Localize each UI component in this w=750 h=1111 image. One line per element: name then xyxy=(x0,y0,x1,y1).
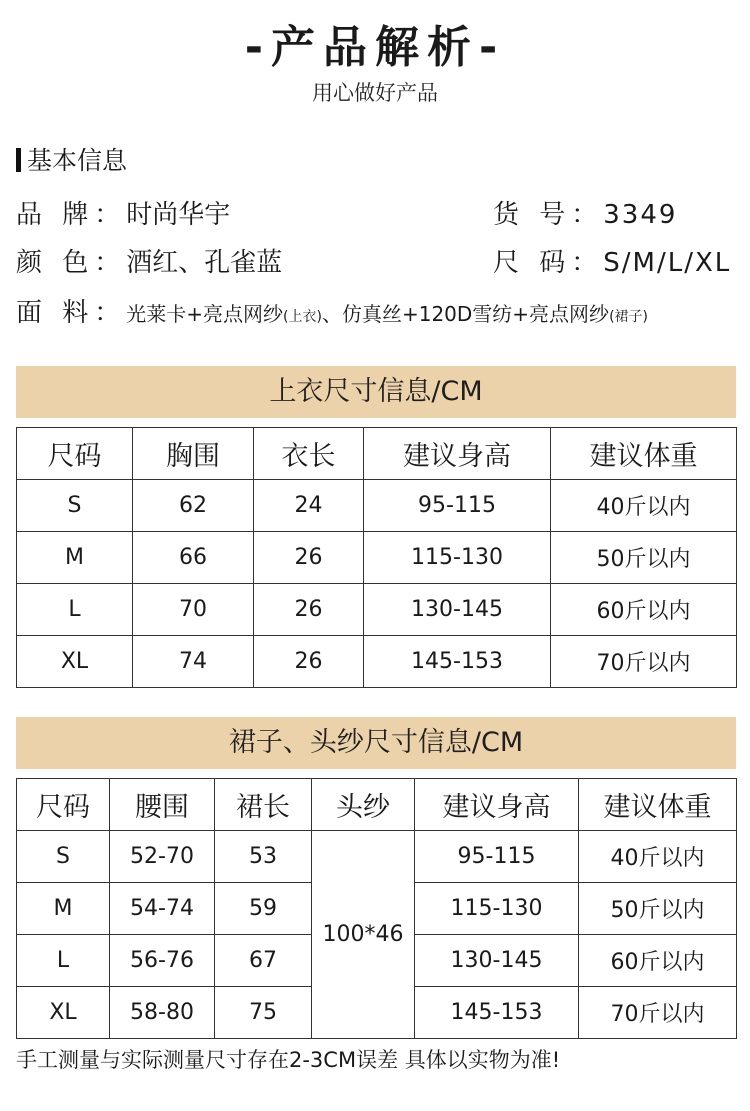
table-header-row xyxy=(17,428,737,480)
brand-value: 时尚华宇 xyxy=(126,200,231,230)
column-header: 腰围 xyxy=(110,779,215,831)
top-size-table xyxy=(16,427,737,688)
table-cell: 40斤以内 xyxy=(579,831,737,883)
page-subtitle: 用心做好产品 xyxy=(312,81,438,105)
table-cell: 115-130 xyxy=(364,532,551,584)
table-cell: 62 xyxy=(133,480,254,532)
info-row-color xyxy=(16,245,736,281)
table-cell: S xyxy=(17,480,133,532)
table-cell: 74 xyxy=(133,636,254,688)
table-row xyxy=(17,532,737,584)
skirt-size-table xyxy=(16,778,737,1039)
info-row-fabric xyxy=(16,295,736,335)
sku-value: 3349 xyxy=(603,200,678,230)
column-header: 建议身高 xyxy=(364,428,551,480)
table-cell: 54-74 xyxy=(110,883,215,935)
fabric-label: 面 料： xyxy=(16,298,127,328)
column-header: 尺码 xyxy=(17,428,133,480)
table-cell: M xyxy=(17,532,133,584)
table-cell: 59 xyxy=(215,883,312,935)
table-cell: 70 xyxy=(133,584,254,636)
fabric-note-skirt: (裙子) xyxy=(609,309,648,325)
column-header: 衣长 xyxy=(254,428,364,480)
table-cell: 26 xyxy=(254,636,364,688)
table-cell: 50斤以内 xyxy=(551,532,737,584)
table-header-row xyxy=(17,779,737,831)
basic-info-title: 基本信息 xyxy=(27,146,128,175)
table-cell: 70斤以内 xyxy=(579,987,737,1039)
sku-field xyxy=(493,197,677,233)
fabric-part-2: 、仿真丝+120D雪纺+亮点网纱 xyxy=(321,302,610,326)
table-cell: 52-70 xyxy=(110,831,215,883)
color-label: 颜 色： xyxy=(16,248,127,278)
brand-label: 品 牌： xyxy=(16,200,127,230)
column-header: 头纱 xyxy=(312,779,415,831)
table-row xyxy=(17,480,737,532)
table-cell: 58-80 xyxy=(110,987,215,1039)
table-cell: 66 xyxy=(133,532,254,584)
fabric-part-1: 光莱卡+亮点网纱 xyxy=(126,302,284,326)
table-cell: 50斤以内 xyxy=(579,883,737,935)
table-cell: L xyxy=(17,584,133,636)
size-field xyxy=(493,245,731,281)
skirt-size-banner: 裙子、头纱尺寸信息/CM xyxy=(16,717,736,769)
table-cell: 26 xyxy=(254,532,364,584)
heading-bar-marker xyxy=(16,148,21,172)
table-cell: XL xyxy=(17,636,133,688)
table-cell: 115-130 xyxy=(415,883,579,935)
table-cell: XL xyxy=(17,987,110,1039)
table-cell: 70斤以内 xyxy=(551,636,737,688)
basic-info-heading xyxy=(16,145,127,177)
table-row xyxy=(17,584,737,636)
column-header: 裙长 xyxy=(215,779,312,831)
table-cell: 95-115 xyxy=(415,831,579,883)
table-cell: 60斤以内 xyxy=(579,935,737,987)
table-cell: L xyxy=(17,935,110,987)
table-cell: 95-115 xyxy=(364,480,551,532)
table-cell: 75 xyxy=(215,987,312,1039)
sku-label: 货 号： xyxy=(493,200,604,230)
table-row xyxy=(17,831,737,883)
info-row-brand xyxy=(16,197,736,233)
table-cell: 56-76 xyxy=(110,935,215,987)
table-cell: 145-153 xyxy=(415,987,579,1039)
table-cell: 67 xyxy=(215,935,312,987)
table-cell: 130-145 xyxy=(415,935,579,987)
fabric-value xyxy=(126,302,648,326)
table-cell: 24 xyxy=(254,480,364,532)
table-cell: 40斤以内 xyxy=(551,480,737,532)
table-cell: 60斤以内 xyxy=(551,584,737,636)
measurement-disclaimer: 手工测量与实际测量尺寸存在2-3CM误差 具体以实物为准! xyxy=(16,1048,561,1072)
table-cell: 145-153 xyxy=(364,636,551,688)
column-header: 建议体重 xyxy=(579,779,737,831)
fabric-note-top: (上衣) xyxy=(283,309,322,325)
color-value: 酒红、孔雀蓝 xyxy=(126,248,283,278)
size-value: S/M/L/XL xyxy=(603,248,732,278)
veil-size-cell: 100*46 xyxy=(312,831,415,1039)
column-header: 建议身高 xyxy=(415,779,579,831)
table-cell: S xyxy=(17,831,110,883)
column-header: 胸围 xyxy=(133,428,254,480)
table-cell: M xyxy=(17,883,110,935)
table-cell: 53 xyxy=(215,831,312,883)
top-size-banner: 上衣尺寸信息/CM xyxy=(16,366,736,418)
page-title: -产品解析- xyxy=(244,22,506,73)
column-header: 尺码 xyxy=(17,779,110,831)
table-cell: 26 xyxy=(254,584,364,636)
table-cell: 130-145 xyxy=(364,584,551,636)
table-row xyxy=(17,636,737,688)
size-label: 尺 码： xyxy=(493,248,604,278)
column-header: 建议体重 xyxy=(551,428,737,480)
